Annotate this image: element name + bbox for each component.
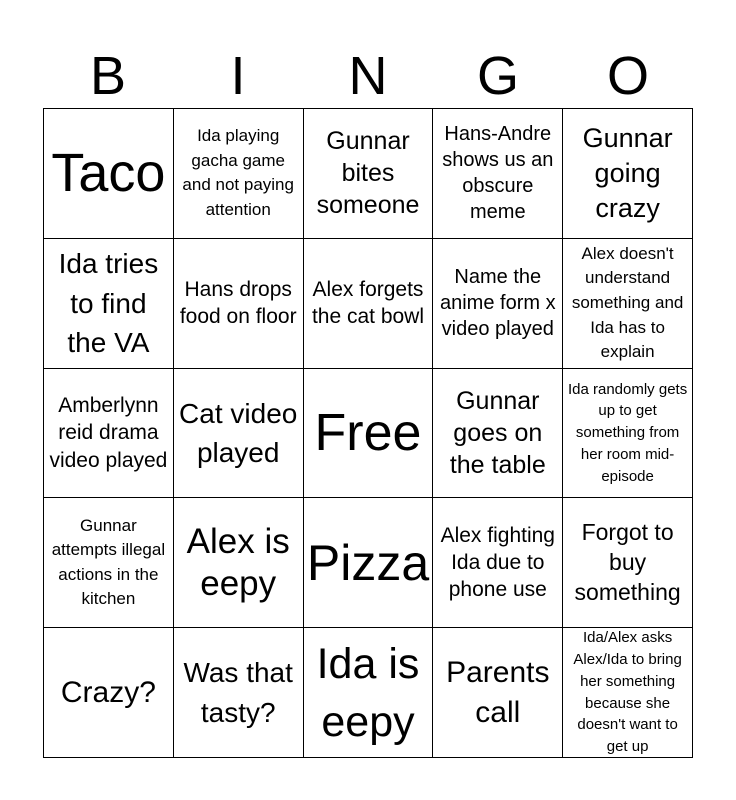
bingo-cell[interactable]: Alex doesn't understand something and Ida has to explain (563, 239, 693, 369)
bingo-cell[interactable]: Taco (44, 109, 174, 239)
bingo-cell[interactable]: Gunnar bites someone (304, 109, 434, 239)
bingo-cell[interactable]: Pizza (304, 498, 434, 628)
bingo-cell[interactable]: Parents call (433, 628, 563, 758)
bingo-cell[interactable]: Ida tries to find the VA (44, 239, 174, 369)
bingo-cell[interactable]: Free (304, 369, 434, 499)
bingo-header (43, 45, 693, 107)
header-letter-o: O (606, 46, 649, 106)
bingo-cell[interactable]: Ida randomly gets up to get something from her room mid-episode (563, 369, 693, 499)
bingo-cell[interactable]: Ida is eepy (304, 628, 434, 758)
bingo-cell[interactable]: Cat video played (174, 369, 304, 499)
bingo-cell[interactable]: Alex fighting Ida due to phone use (433, 498, 563, 628)
bingo-cell[interactable]: Was that tasty? (174, 628, 304, 758)
bingo-cell[interactable]: Gunnar attempts illegal actions in the kitchen (44, 498, 174, 628)
bingo-cell[interactable]: Amberlynn reid drama video played (44, 369, 174, 499)
bingo-cell[interactable]: Hans-Andre shows us an obscure meme (433, 109, 563, 239)
bingo-cell[interactable]: Alex forgets the cat bowl (304, 239, 434, 369)
bingo-cell[interactable]: Name the anime form x video played (433, 239, 563, 369)
bingo-cell[interactable]: Hans drops food on floor (174, 239, 304, 369)
bingo-board (43, 108, 693, 758)
bingo-cell[interactable]: Gunnar going crazy (563, 109, 693, 239)
header-letter-g: G (476, 46, 519, 106)
header-letter-b: B (89, 46, 127, 106)
bingo-cell[interactable]: Ida/Alex asks Alex/Ida to bring her something because she doesn't want to get up (563, 628, 693, 758)
bingo-cell[interactable]: Gunnar goes on the table (433, 369, 563, 499)
bingo-cell[interactable]: Ida playing gacha game and not paying attention (174, 109, 304, 239)
header-letter-i: I (230, 46, 246, 106)
bingo-cell[interactable]: Forgot to buy something (563, 498, 693, 628)
bingo-cell[interactable]: Alex is eepy (174, 498, 304, 628)
header-letter-n: N (348, 46, 388, 106)
bingo-cell[interactable]: Crazy? (44, 628, 174, 758)
